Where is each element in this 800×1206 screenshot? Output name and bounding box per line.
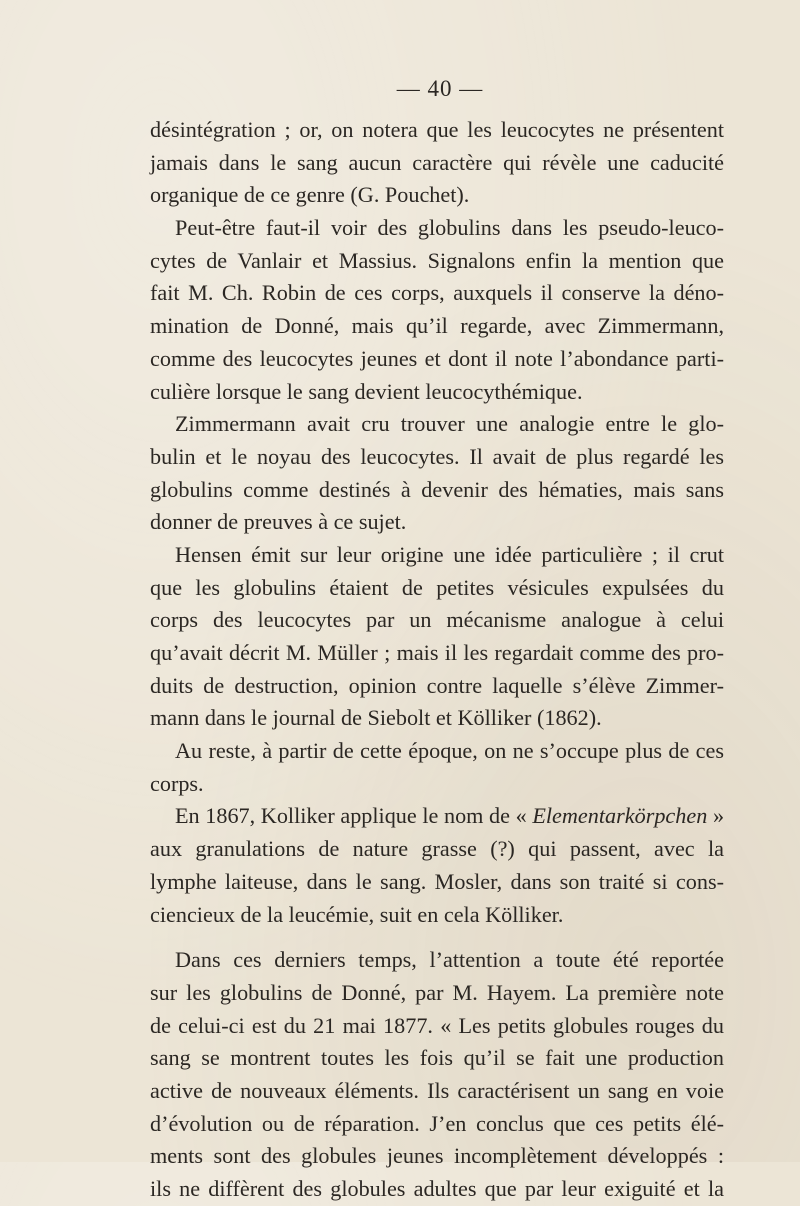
text-line: corps.	[150, 770, 204, 796]
text-line: Zimmermann avait cru trouver une analogie entre le glo-	[175, 411, 724, 437]
text-line: Peut-être faut-il voir des globulins dans les pseudo-leuco-	[175, 215, 724, 241]
text-line: cytes de Vanlair et Massius. Signalons enfin la mention que	[150, 247, 724, 273]
text-line: ments sont des globules jeunes incomplètement développés :	[150, 1143, 724, 1169]
text-line: sur les globulins de Donné, par M. Hayem. La première note	[150, 979, 724, 1005]
text-line: active de nouveaux éléments. Ils caractérisent un sang en voie	[150, 1077, 724, 1103]
text-line: mann dans le journal de Siebolt et Kölliker (1862).	[150, 705, 602, 731]
text-line: que les globulins étaient de petites vésicules expulsées du	[150, 574, 724, 600]
text-line: lymphe laiteuse, dans le sang. Mosler, dans son traité si cons-	[150, 868, 724, 894]
text-line: qu’avait décrit M. Müller ; mais il les regardait comme des pro-	[150, 640, 724, 665]
text-line: organique de ce genre (G. Pouchet).	[150, 182, 470, 208]
text-line: duits de destruction, opinion contre laquelle s’élève Zimmer-	[150, 672, 724, 698]
text-line: désintégration ; or, on notera que les leucocytes ne présentent	[150, 117, 724, 142]
text-line: Au reste, à partir de cette époque, on ne s’occupe plus de ces	[175, 738, 724, 764]
text-line: mination de Donné, mais qu’il regarde, avec Zimmermann,	[150, 313, 724, 339]
page-number: — 40 —	[396, 76, 484, 101]
text-line: sang se montrent toutes les fois qu’il se fait une production	[150, 1045, 724, 1071]
text-line: Dans ces derniers temps, l’attention a toute été reportée	[175, 947, 724, 973]
text-line: aux granulations de nature grasse (?) qui passent, avec la	[150, 836, 724, 862]
text-line: bulin et le noyau des leucocytes. Il avait de plus regardé les	[150, 443, 724, 469]
text-line: d’évolution ou de réparation. J’en conclus que ces petits élé-	[150, 1110, 724, 1136]
text-line: corps des leucocytes par un mécanisme analogue à celui	[150, 607, 724, 633]
text-line: culière lorsque le sang devient leucocythémique.	[150, 378, 583, 404]
text-line: Hensen émit sur leur origine une idée particulière ; il crut	[175, 541, 724, 567]
body-text	[150, 114, 724, 1206]
text-line: comme des leucocytes jeunes et dont il note l’abondance parti-	[150, 345, 724, 371]
section-gap	[150, 931, 724, 944]
text-line	[150, 800, 724, 833]
line-part: »	[712, 803, 725, 829]
text-line: donner de preuves à ce sujet.	[150, 509, 407, 535]
text-line: globulins comme destinés à devenir des hématies, mais sans	[150, 476, 724, 502]
text-line: de celui-ci est du 21 mai 1877. « Les petits globules rouges du	[150, 1012, 724, 1038]
text-line: fait M. Ch. Robin de ces corps, auxquels il conserve la déno-	[150, 280, 724, 306]
line-part: En 1867, Kolliker applique le nom de «	[175, 803, 527, 829]
text-line: ciencieux de la leucémie, suit en cela Kölliker.	[150, 901, 564, 927]
italic-term: Elementarkörpchen	[532, 803, 708, 829]
text-line: jamais dans le sang aucun caractère qui révèle une caducité	[150, 149, 724, 175]
text-line: ils ne diffèrent des globules adultes que par leur exiguité et la	[150, 1176, 724, 1201]
